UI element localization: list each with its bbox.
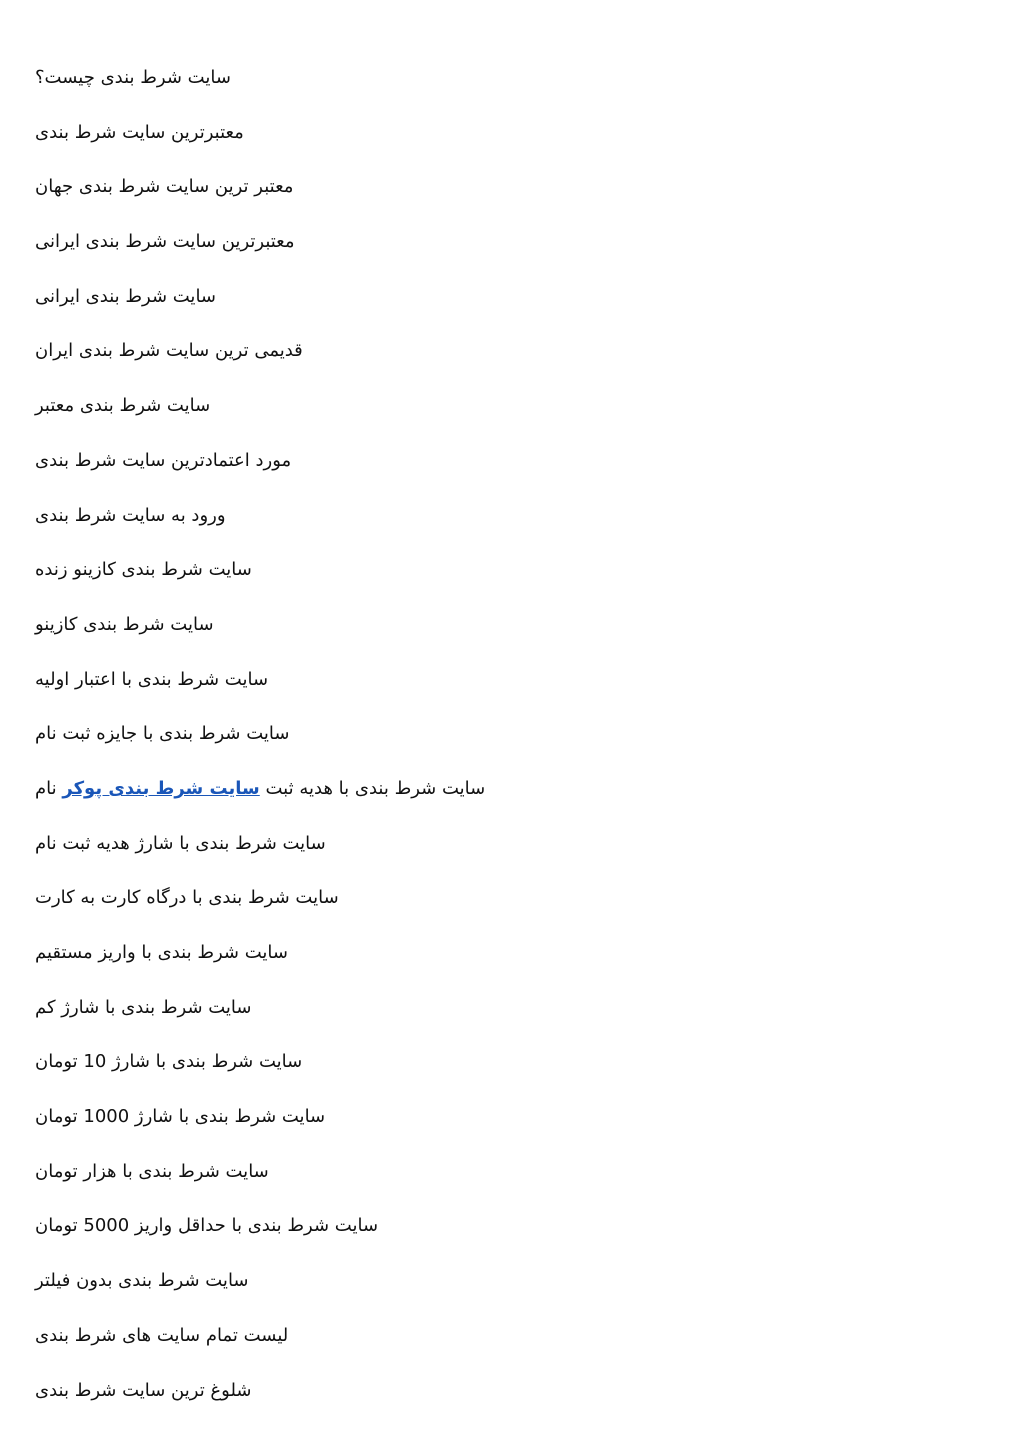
list-item: سایت شرط بندی با اعتبار اولیه xyxy=(35,668,269,690)
list-item: سایت شرط بندی بدون فیلتر xyxy=(35,1270,249,1292)
link-line-after: نام xyxy=(35,777,57,799)
list-item: سایت شرط بندی با شارژ کم xyxy=(35,996,252,1018)
poker-betting-site-link[interactable]: سایت شرط بندی پوکر xyxy=(62,777,260,799)
list-item: مورد اعتمادترین سایت شرط بندی xyxy=(35,449,292,471)
list-item: سایت شرط بندی چیست؟ xyxy=(35,67,231,88)
list-item: ورود به سایت شرط بندی xyxy=(35,504,226,526)
list-item: شلوغ ترین سایت شرط بندی xyxy=(35,1379,252,1401)
list-item: سایت شرط بندی ایرانی xyxy=(35,285,217,307)
list-item: سایت شرط بندی با جایزه ثبت نام xyxy=(35,723,290,745)
list-item: سایت شرط بندی با حداقل واریز 5000 تومان xyxy=(35,1215,379,1237)
list-item: سایت شرط بندی با واریز مستقیم xyxy=(35,942,288,963)
list-item: سایت شرط بندی با درگاه کارت به کارت xyxy=(35,887,339,909)
list-item: سایت شرط بندی با هزار تومان xyxy=(35,1160,269,1182)
list-item: معتبرترین سایت شرط بندی ایرانی xyxy=(35,231,295,253)
list-item: قدیمی ترین سایت شرط بندی ایران xyxy=(35,340,303,362)
link-line-content xyxy=(35,775,485,803)
list-item: سایت شرط بندی معتبر xyxy=(35,395,211,417)
list-item: سایت شرط بندی با شارژ 1000 تومان xyxy=(35,1106,326,1128)
list-item: معتبر ترین سایت شرط بندی جهان xyxy=(35,176,294,198)
link-line-before: سایت شرط بندی با هدیه ثبت xyxy=(265,777,486,799)
keyword-list xyxy=(35,64,935,1431)
list-item-with-link xyxy=(35,775,935,830)
list-item: سایت شرط بندی با شارژ 10 تومان xyxy=(35,1051,303,1073)
list-item: معتبرترین سایت شرط بندی xyxy=(35,121,244,143)
list-item: سایت شرط بندی کازینو xyxy=(35,613,214,635)
list-item: سایت شرط بندی کازینو زنده xyxy=(35,559,252,581)
list-item: سایت شرط بندی با شارژ هدیه ثبت نام xyxy=(35,832,326,854)
list-item: لیست تمام سایت های شرط بندی xyxy=(35,1324,289,1346)
